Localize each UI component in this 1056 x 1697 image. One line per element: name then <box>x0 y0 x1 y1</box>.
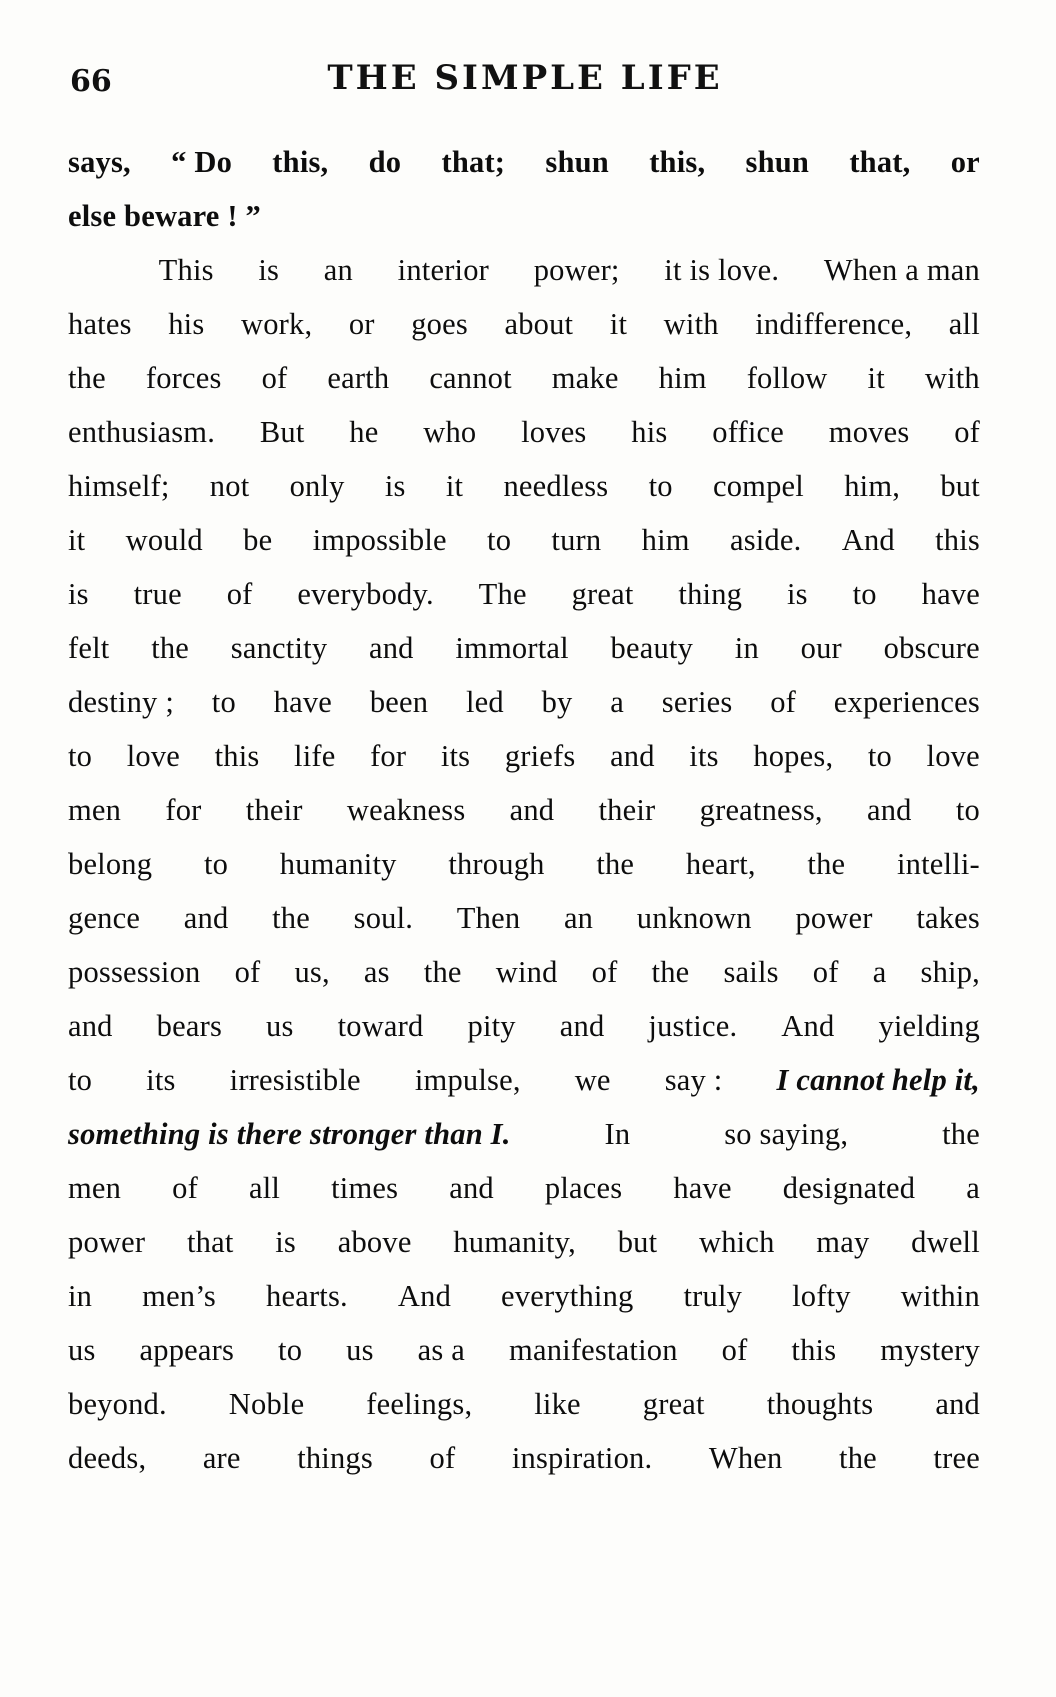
word: of <box>172 1171 198 1205</box>
word: an <box>563 901 594 935</box>
word: aside. <box>729 523 802 557</box>
word: would <box>125 523 203 557</box>
text-line <box>68 243 980 297</box>
word: designated <box>782 1171 916 1205</box>
word: great <box>571 577 634 611</box>
word: Then <box>456 901 521 935</box>
word: deeds, <box>68 1441 147 1475</box>
word: our <box>800 631 842 665</box>
word: The <box>478 577 527 611</box>
word: to <box>278 1333 303 1367</box>
word: I cannot help it, <box>776 1063 980 1097</box>
word: men <box>68 1171 122 1205</box>
word: it <box>609 307 628 341</box>
text-line <box>68 1053 980 1107</box>
word: says, <box>68 145 131 179</box>
word: griefs <box>504 739 576 773</box>
text-line <box>68 837 980 891</box>
word: obscure <box>883 631 980 665</box>
word: truly <box>683 1279 743 1313</box>
word: this <box>935 523 980 557</box>
word: of <box>429 1441 456 1475</box>
word: the <box>807 847 846 881</box>
word: been <box>369 685 429 719</box>
word: sails <box>723 955 779 989</box>
text-line <box>68 351 980 405</box>
word: humanity, <box>453 1225 576 1259</box>
word: is <box>384 469 406 503</box>
word: hopes, <box>753 739 834 773</box>
word: hates <box>68 307 132 341</box>
word: turn <box>551 523 602 557</box>
word: of <box>770 685 797 719</box>
word: this, <box>272 145 329 179</box>
word: men’s <box>142 1279 216 1313</box>
word: work, <box>240 307 313 341</box>
word: to <box>648 469 673 503</box>
word: mystery <box>880 1333 980 1367</box>
word: us <box>346 1333 374 1367</box>
word: the <box>839 1441 877 1475</box>
word: is <box>68 577 89 611</box>
word: beyond. <box>68 1387 167 1421</box>
word: In <box>604 1117 631 1151</box>
word: belong <box>68 847 153 881</box>
word: say : <box>664 1063 723 1097</box>
text-line <box>68 999 980 1053</box>
text-line <box>68 297 980 351</box>
word: thoughts <box>766 1387 874 1421</box>
word: or <box>950 145 980 179</box>
word: humanity <box>279 847 397 881</box>
word: with <box>924 361 980 395</box>
word: and <box>369 631 414 665</box>
word: needless <box>503 469 609 503</box>
word: like <box>534 1387 581 1421</box>
word: to <box>487 523 512 557</box>
word: enthusiasm. <box>68 415 216 449</box>
word: power <box>68 1225 146 1259</box>
word: forces <box>145 361 222 395</box>
word: that, <box>849 145 911 179</box>
word: compel <box>712 469 804 503</box>
word: soul. <box>353 901 414 935</box>
word: wind <box>495 955 558 989</box>
word: is <box>258 253 280 287</box>
word: and <box>866 793 912 827</box>
word: for <box>370 739 407 773</box>
word: but <box>617 1225 658 1259</box>
word: experiences <box>833 685 980 719</box>
word: goes <box>411 307 468 341</box>
word: the <box>151 631 190 665</box>
word: and <box>935 1387 980 1421</box>
word: something is there stronger than I. <box>68 1117 511 1151</box>
word: his <box>168 307 205 341</box>
word: have <box>273 685 333 719</box>
text-line <box>68 1107 980 1161</box>
word: we <box>574 1063 611 1097</box>
word: of <box>226 577 253 611</box>
word: sanctity <box>230 631 328 665</box>
word: tree <box>933 1441 980 1475</box>
word: a <box>966 1171 980 1205</box>
word: intelli- <box>897 847 980 881</box>
word: its <box>440 739 471 773</box>
word: pity <box>467 1009 516 1043</box>
word: of <box>721 1333 748 1367</box>
word: may <box>816 1225 870 1259</box>
word: of <box>812 955 839 989</box>
page-header <box>70 58 980 108</box>
word: by <box>541 685 573 719</box>
word: to <box>955 793 980 827</box>
text-line <box>68 1215 980 1269</box>
word: us <box>68 1333 96 1367</box>
word: ship, <box>920 955 980 989</box>
word: do <box>368 145 402 179</box>
word: manifestation <box>509 1333 678 1367</box>
word: it <box>68 523 86 557</box>
paragraph-indent <box>68 243 114 297</box>
word: to <box>867 739 892 773</box>
word: of <box>591 955 618 989</box>
word: unknown <box>636 901 752 935</box>
word: about <box>504 307 574 341</box>
word: all <box>948 307 980 341</box>
word: things <box>297 1441 373 1475</box>
word: he <box>349 415 379 449</box>
word: series <box>661 685 733 719</box>
word: us, <box>294 955 330 989</box>
text-line <box>68 675 980 729</box>
word: hearts. <box>266 1279 348 1313</box>
text-line <box>68 891 980 945</box>
word: within <box>900 1279 980 1313</box>
text-line <box>68 1323 980 1377</box>
word: only <box>289 469 345 503</box>
word: the <box>272 901 310 935</box>
word: so saying, <box>724 1117 849 1151</box>
word: as <box>363 955 390 989</box>
word: yielding <box>878 1009 980 1043</box>
word: places <box>544 1171 623 1205</box>
word: Noble <box>228 1387 305 1421</box>
word: and <box>509 793 555 827</box>
word: above <box>337 1225 412 1259</box>
text-line <box>68 135 980 189</box>
word: the <box>651 955 690 989</box>
word: immortal <box>455 631 569 665</box>
word: interior <box>397 253 490 287</box>
word: an <box>323 253 353 287</box>
page-number: 66 <box>70 64 112 99</box>
word: him, <box>844 469 901 503</box>
word: indifference, <box>755 307 913 341</box>
word: thing <box>678 577 743 611</box>
word: And <box>781 1009 835 1043</box>
word: this, <box>649 145 706 179</box>
word: to <box>68 739 93 773</box>
word: and <box>68 1009 113 1043</box>
word: possession <box>68 955 201 989</box>
word: gence <box>68 901 141 935</box>
word: that <box>186 1225 234 1259</box>
word: “ Do <box>171 145 233 179</box>
text-line <box>68 1269 980 1323</box>
word: felt <box>68 631 110 665</box>
word: everything <box>501 1279 634 1313</box>
word: and <box>610 739 655 773</box>
word: shun <box>745 145 810 179</box>
text-line <box>68 1377 980 1431</box>
word: him <box>641 523 690 557</box>
word: love <box>126 739 181 773</box>
word: shun <box>545 145 609 179</box>
word: which <box>699 1225 775 1259</box>
word: power <box>795 901 873 935</box>
word: is <box>275 1225 296 1259</box>
word: and <box>559 1009 605 1043</box>
word: And <box>841 523 895 557</box>
word: that; <box>441 145 506 179</box>
word: to <box>211 685 236 719</box>
word: and <box>449 1171 494 1205</box>
word: the <box>942 1117 980 1151</box>
word: who <box>423 415 477 449</box>
word: love <box>926 739 980 773</box>
word: for <box>165 793 202 827</box>
word: or <box>348 307 375 341</box>
text-line <box>68 405 980 459</box>
word: himself; <box>68 469 170 503</box>
word: destiny ; <box>68 685 175 719</box>
text-line <box>68 1161 980 1215</box>
word: it <box>867 361 885 395</box>
word: true <box>133 577 182 611</box>
word: follow <box>746 361 828 395</box>
word: lofty <box>792 1279 851 1313</box>
word: all <box>249 1171 281 1205</box>
text-line <box>68 1431 980 1485</box>
word: the <box>68 361 106 395</box>
word: And <box>397 1279 452 1313</box>
text-line: else beware ! ” <box>68 199 261 233</box>
word: This <box>158 253 214 287</box>
word: earth <box>327 361 390 395</box>
word: this <box>791 1333 837 1367</box>
word: and <box>183 901 229 935</box>
word: its <box>689 739 719 773</box>
word: it is love. <box>664 253 780 287</box>
word: loves <box>521 415 587 449</box>
word: the <box>423 955 462 989</box>
word: make <box>551 361 619 395</box>
word: takes <box>916 901 980 935</box>
word: their <box>245 793 303 827</box>
text-line <box>68 567 980 621</box>
word: a <box>872 955 887 989</box>
word: men <box>68 793 122 827</box>
word: through <box>448 847 545 881</box>
page-body <box>68 135 980 1485</box>
word: a <box>610 685 625 719</box>
word: appears <box>139 1333 235 1367</box>
word: but <box>940 469 980 503</box>
word: When <box>708 1441 783 1475</box>
word: weakness <box>346 793 466 827</box>
word: times <box>331 1171 399 1205</box>
text-line <box>68 459 980 513</box>
word: of <box>261 361 288 395</box>
word: of <box>234 955 261 989</box>
word: dwell <box>911 1225 980 1259</box>
word: with <box>663 307 719 341</box>
text-line <box>68 621 980 675</box>
word: led <box>465 685 504 719</box>
word: feelings, <box>366 1387 473 1421</box>
text-line <box>68 729 980 783</box>
word: great <box>642 1387 705 1421</box>
word: toward <box>337 1009 424 1043</box>
word: is <box>787 577 808 611</box>
word: justice. <box>648 1009 738 1043</box>
word: to <box>203 847 229 881</box>
word: this <box>214 739 260 773</box>
word: are <box>202 1441 241 1475</box>
word: of <box>954 415 980 449</box>
word: to <box>852 577 877 611</box>
word: have <box>921 577 980 611</box>
word: everybody. <box>297 577 434 611</box>
word: bears <box>156 1009 223 1043</box>
word: impulse, <box>414 1063 521 1097</box>
text-line <box>68 945 980 999</box>
word: it <box>445 469 464 503</box>
word: his <box>631 415 668 449</box>
word: have <box>673 1171 732 1205</box>
word: office <box>712 415 785 449</box>
running-title: THE SIMPLE LIFE <box>327 58 723 98</box>
word: But <box>259 415 305 449</box>
word: moves <box>828 415 910 449</box>
word: their <box>598 793 656 827</box>
word: life <box>294 739 336 773</box>
word: in <box>68 1279 93 1313</box>
word: him <box>658 361 707 395</box>
text-line <box>68 783 980 837</box>
word: irresistible <box>229 1063 361 1097</box>
word: us <box>266 1009 294 1043</box>
word: heart, <box>685 847 756 881</box>
word: beauty <box>610 631 694 665</box>
word: be <box>243 523 273 557</box>
word: impossible <box>312 523 447 557</box>
word: cannot <box>429 361 512 395</box>
word: power; <box>533 253 620 287</box>
word: greatness, <box>699 793 823 827</box>
word: the <box>596 847 635 881</box>
text-line <box>68 513 980 567</box>
word: as a <box>417 1333 466 1367</box>
word: When a man <box>823 253 980 287</box>
word: its <box>146 1063 176 1097</box>
word: in <box>734 631 759 665</box>
word: inspiration. <box>511 1441 653 1475</box>
word: to <box>68 1063 93 1097</box>
word: not <box>209 469 250 503</box>
